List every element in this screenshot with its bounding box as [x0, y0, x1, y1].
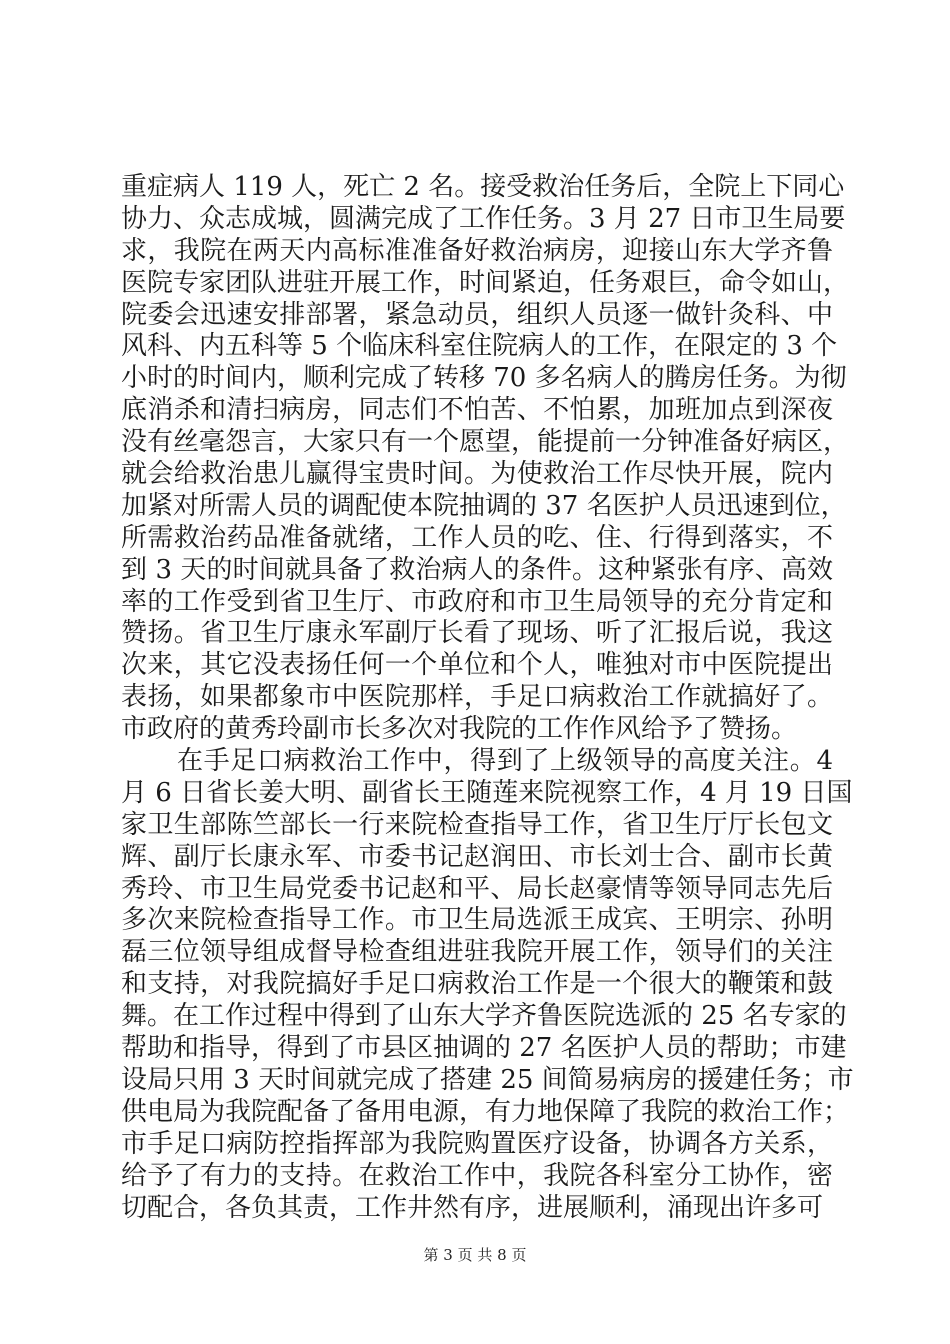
text-line: 求，我院在两天内高标准准备好救治病房，迎接山东大学齐鲁: [121, 235, 833, 266]
text-line: 设局只用 3 天时间就完成了搭建 25 间简易病房的援建任务；市: [121, 1064, 854, 1095]
text-line: 帮助和指导，得到了市县区抽调的 27 名医护人员的帮助；市建: [121, 1033, 847, 1064]
text-line: 率的工作受到省卫生厅、市政府和市卫生局领导的充分肯定和: [121, 586, 833, 617]
paragraph-1: [121, 172, 850, 746]
text-line: 家卫生部陈竺部长一行来院检查指导工作，省卫生厅厅长包文: [121, 809, 833, 840]
text-line: 赞扬。省卫生厅康永军副厅长看了现场、听了汇报后说，我这: [121, 618, 833, 649]
text-line: 市手足口病防控指挥部为我院购置医疗设备，协调各方关系，: [121, 1128, 833, 1159]
text-line: 月 6 日省长姜大明、副省长王随莲来院视察工作，4 月 19 日国: [121, 777, 853, 808]
text-line: 在手足口病救治工作中，得到了上级领导的高度关注。4: [177, 746, 833, 777]
text-line: 所需救治药品准备就绪，工作人员的吃、住、行得到落实，不: [121, 522, 833, 553]
text-line: 没有丝毫怨言，大家只有一个愿望，能提前一分钟准备好病区，: [121, 427, 850, 458]
body-text: [121, 172, 854, 1224]
page-footer: 第 3 页 共 8 页: [423, 1246, 527, 1264]
text-line: 到 3 天的时间就具备了救治病人的条件。这种紧张有序、高效: [121, 554, 833, 585]
text-line: 秀玲、市卫生局党委书记赵和平、局长赵豪情等领导同志先后: [121, 873, 833, 904]
text-line: 多次来院检查指导工作。市卫生局选派王成宾、王明宗、孙明: [121, 905, 833, 936]
text-line: 底消杀和清扫病房，同志们不怕苦、不怕累，加班加点到深夜: [121, 395, 833, 426]
text-line: 舞。在工作过程中得到了山东大学齐鲁医院选派的 25 名专家的: [121, 1001, 847, 1032]
text-line: 协力、众志成城，圆满完成了工作任务。3 月 27 日市卫生局要: [121, 203, 846, 234]
paragraph-2: [121, 746, 854, 1224]
text-line: 市政府的黄秀玲副市长多次对我院的工作作风给予了赞扬。: [121, 714, 798, 745]
text-line: 给予了有力的支持。在救治工作中，我院各科室分工协作，密: [121, 1160, 833, 1191]
text-line: 次来，其它没表扬任何一个单位和个人，唯独对市中医院提出: [121, 650, 833, 681]
text-line: 供电局为我院配备了备用电源，有力地保障了我院的救治工作；: [121, 1096, 850, 1127]
text-line: 院委会迅速安排部署，紧急动员，组织人员逐一做针灸科、中: [121, 299, 833, 330]
text-line: 小时的时间内，顺利完成了转移 70 多名病人的腾房任务。为彻: [121, 363, 847, 394]
text-line: 磊三位领导组成督导检查组进驻我院开展工作，领导们的关注: [121, 937, 833, 968]
text-line: 切配合，各负其责，工作井然有序，进展顺利，涌现出许多可: [121, 1192, 824, 1223]
text-line: 加紧对所需人员的调配使本院抽调的 37 名医护人员迅速到位，: [121, 490, 847, 521]
text-line: 就会给救治患儿赢得宝贵时间。为使救治工作尽快开展，院内: [121, 459, 833, 490]
text-line: 表扬，如果都象市中医院那样，手足口病救治工作就搞好了。: [121, 682, 833, 713]
text-line: 重症病人 119 人，死亡 2 名。接受救治任务后，全院上下同心: [121, 172, 845, 202]
text-line: 风科、内五科等 5 个临床科室住院病人的工作，在限定的 3 个: [121, 331, 838, 362]
text-line: 医院专家团队进驻开展工作，时间紧迫，任务艰巨，命令如山，: [121, 267, 850, 298]
text-line: 和支持，对我院搞好手足口病救治工作是一个很大的鞭策和鼓: [121, 969, 833, 1000]
text-line: 辉、副厅长康永军、市委书记赵润田、市长刘士合、副市长黄: [121, 841, 833, 872]
